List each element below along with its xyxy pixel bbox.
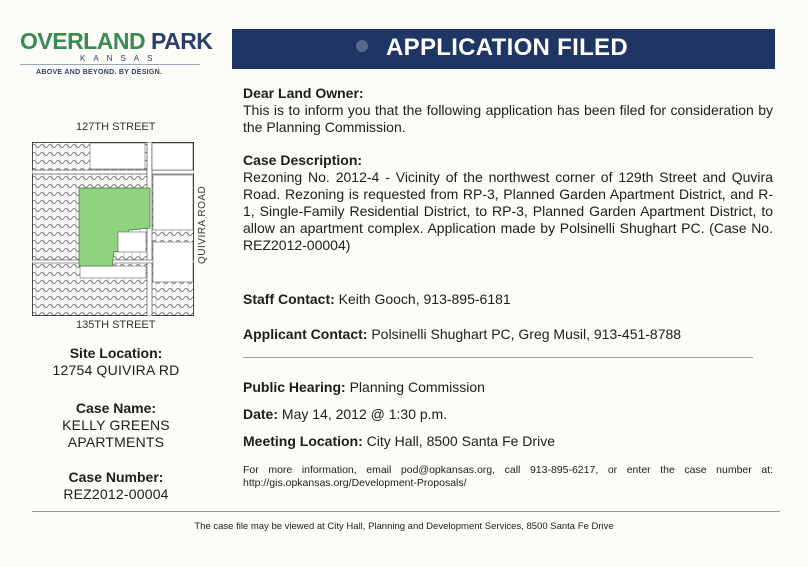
meeting-location-value: City Hall, 8500 Santa Fe Drive — [366, 433, 555, 449]
applicant-contact — [243, 326, 773, 343]
map-block-se — [153, 242, 193, 282]
logo — [20, 28, 212, 55]
public-hearing — [243, 379, 773, 396]
section-divider — [243, 357, 753, 358]
case-number — [30, 469, 202, 503]
map-road-quivira — [147, 142, 152, 316]
logo-word-park: PARK — [145, 28, 213, 54]
footer-divider — [32, 511, 780, 512]
map-block-e — [153, 175, 193, 230]
case-description-body: Rezoning No. 2012-4 - Vicinity of the northwest corner of 129th Street and Quvira Road. Rezoning is requested from RP-3, Planned Garden Apartment District, and R-1, Single-Family Residential District, to RP-3, Planned Garden Apartment District, to allow an apartment complex. Application made by Polsinelli Shughart PC. (Case No. REZ2012-00004) — [243, 169, 773, 253]
hearing-date — [243, 406, 773, 423]
case-name-line2: APARTMENTS — [67, 434, 165, 450]
intro-paragraph: This is to inform you that the following application has been filed for consideration by the Planning Commission. — [243, 102, 773, 135]
applicant-contact-label: Applicant Contact: — [243, 326, 368, 342]
site-location-value: 12754 QUIVIRA RD — [52, 362, 180, 378]
site-location-heading: Site Location: — [69, 345, 163, 361]
site-location-map — [32, 142, 194, 316]
staff-contact-value: Keith Gooch, 913-895-6181 — [338, 291, 511, 307]
map-block-inner — [118, 232, 146, 252]
site-location — [30, 345, 202, 379]
map-north-street-label: 127TH STREET — [76, 121, 156, 133]
hearing-date-label: Date: — [243, 406, 279, 422]
logo-divider — [20, 64, 200, 65]
meeting-location-label: Meeting Location: — [243, 433, 363, 449]
map-road-129th — [32, 170, 194, 174]
logo-state: KANSAS — [80, 54, 161, 63]
greeting: Dear Land Owner: — [243, 85, 364, 101]
meeting-location — [243, 433, 773, 450]
map-east-road-label: QUIVIRA ROAD — [197, 185, 208, 264]
applicant-contact-value: Polsinelli Shughart PC, Greg Musil, 913-451-8788 — [371, 326, 682, 342]
case-number-value: REZ2012-00004 — [63, 486, 169, 502]
page-title: APPLICATION FILED — [386, 34, 628, 61]
map-block-ne — [152, 143, 193, 170]
case-description-heading: Case Description: — [243, 152, 363, 168]
hearing-date-value: May 14, 2012 @ 1:30 p.m. — [281, 406, 448, 422]
map-south-street-label: 135TH STREET — [76, 319, 156, 331]
case-number-heading: Case Number: — [68, 469, 164, 485]
public-hearing-label: Public Hearing: — [243, 379, 346, 395]
case-name-heading: Case Name: — [75, 400, 157, 416]
case-name — [30, 400, 202, 451]
public-hearing-value: Planning Commission — [349, 379, 485, 395]
seal-icon — [356, 40, 368, 52]
staff-contact-label: Staff Contact: — [243, 291, 335, 307]
map-block-s — [80, 266, 146, 278]
logo-tagline: ABOVE AND BEYOND. BY DESIGN. — [36, 69, 163, 76]
staff-contact — [243, 291, 773, 308]
more-info-text: For more information, email pod@opkansas.org, call 913-895-6217, or enter the case number at: http://gis.opkansas.org/Development-Proposals/ — [243, 464, 773, 489]
footer-note: The case file may be viewed at City Hall, Planning and Development Services, 8500 Santa Fe Drive — [194, 521, 614, 532]
logo-word-overland: OVERLAND — [20, 28, 146, 54]
map-block-n — [90, 143, 145, 169]
case-name-line1: KELLY GREENS — [62, 417, 170, 433]
